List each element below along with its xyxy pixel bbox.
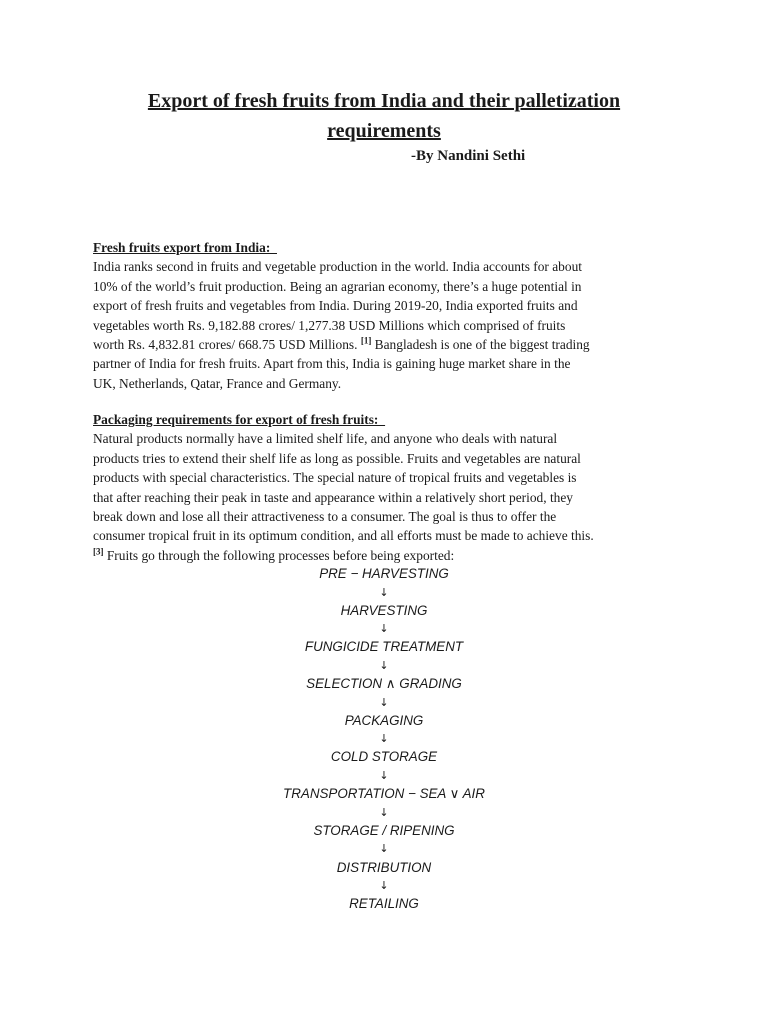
down-arrow-icon: ↓	[379, 585, 389, 599]
section-fruit-export	[93, 238, 683, 393]
flow-step: PRE − HARVESTING	[319, 566, 449, 581]
author-byline: -By Nandini Sethi	[411, 148, 526, 164]
reference-marker: [3]	[93, 546, 104, 557]
section-packaging-requirements	[93, 410, 683, 565]
section-heading: Fresh fruits export from India:	[93, 240, 277, 255]
section-body	[93, 429, 683, 565]
body-line: vegetables worth Rs. 9,182.88 crores/ 1,277.38 USD Millions which comprised of fruits	[93, 317, 566, 333]
flow-step: DISTRIBUTION	[336, 859, 432, 875]
down-arrow-icon: ↓	[379, 879, 389, 892]
flow-step: SELECTION ∧ GRADING	[306, 676, 462, 692]
flow-step: STORAGE / RIPENING	[313, 822, 455, 838]
body-text: Bangladesh is one of the biggest trading	[371, 337, 590, 353]
flow-step: TRANSPORTATION − SEA ∨ AIR	[283, 786, 485, 802]
body-line: India ranks second in fruits and vegetable production in the world. India accounts for about	[93, 259, 582, 275]
down-arrow-icon: ↓	[379, 768, 389, 782]
body-line: Natural products normally have a limited shelf life, and anyone who deals with natural	[93, 431, 558, 447]
body-line	[93, 546, 683, 565]
section-body	[93, 257, 683, 393]
body-line: 10% of the world’s fruit production. Being an agrarian economy, there’s a huge potential in	[93, 278, 582, 294]
title-line: Export of fresh fruits from India and their palletization	[147, 90, 621, 112]
body-line: break down and lose all their attractiveness to a consumer. The goal is thus to offer the	[93, 509, 557, 525]
body-line: export of fresh fruits and vegetables from India. During 2019-20, India exported fruits and	[93, 298, 578, 314]
body-text: Fruits go through the following processes before being exported:	[103, 547, 455, 563]
flow-step: FUNGICIDE TREATMENT	[304, 639, 464, 655]
title-line: requirements	[327, 120, 441, 142]
body-line: consumer tropical fruit in its optimum condition, and all efforts must be made to achieve this.	[93, 528, 594, 544]
document-title	[60, 86, 708, 146]
flow-step: PACKAGING	[344, 712, 424, 728]
flow-step: COLD STORAGE	[330, 749, 438, 765]
flow-step: RETAILING	[349, 896, 419, 912]
body-line: UK, Netherlands, Qatar, France and Germany.	[93, 375, 342, 391]
down-arrow-icon: ↓	[379, 732, 389, 746]
body-line: products with special characteristics. The special nature of tropical fruits and vegetables is	[93, 470, 577, 486]
body-line: products tries to extend their shelf life as long as possible. Fruits and vegetables are natural	[93, 450, 581, 466]
body-line: that after reaching their peak in taste and appearance within a relatively short period, they	[93, 489, 573, 505]
down-arrow-icon: ↓	[379, 842, 389, 856]
down-arrow-icon: ↓	[379, 805, 389, 819]
body-text: worth Rs. 4,832.81 crores/ 668.75 USD Millions.	[93, 337, 361, 353]
process-flow	[224, 564, 544, 914]
section-heading: Packaging requirements for export of fresh fruits:	[93, 412, 386, 427]
body-line	[93, 335, 683, 354]
down-arrow-icon: ↓	[379, 622, 389, 636]
down-arrow-icon: ↓	[379, 658, 389, 672]
reference-marker: [1]	[360, 335, 372, 346]
down-arrow-icon: ↓	[379, 695, 389, 709]
flow-step: HARVESTING	[340, 602, 428, 618]
body-line: partner of India for fresh fruits. Apart from this, India is gaining huge market share in the	[93, 356, 571, 372]
